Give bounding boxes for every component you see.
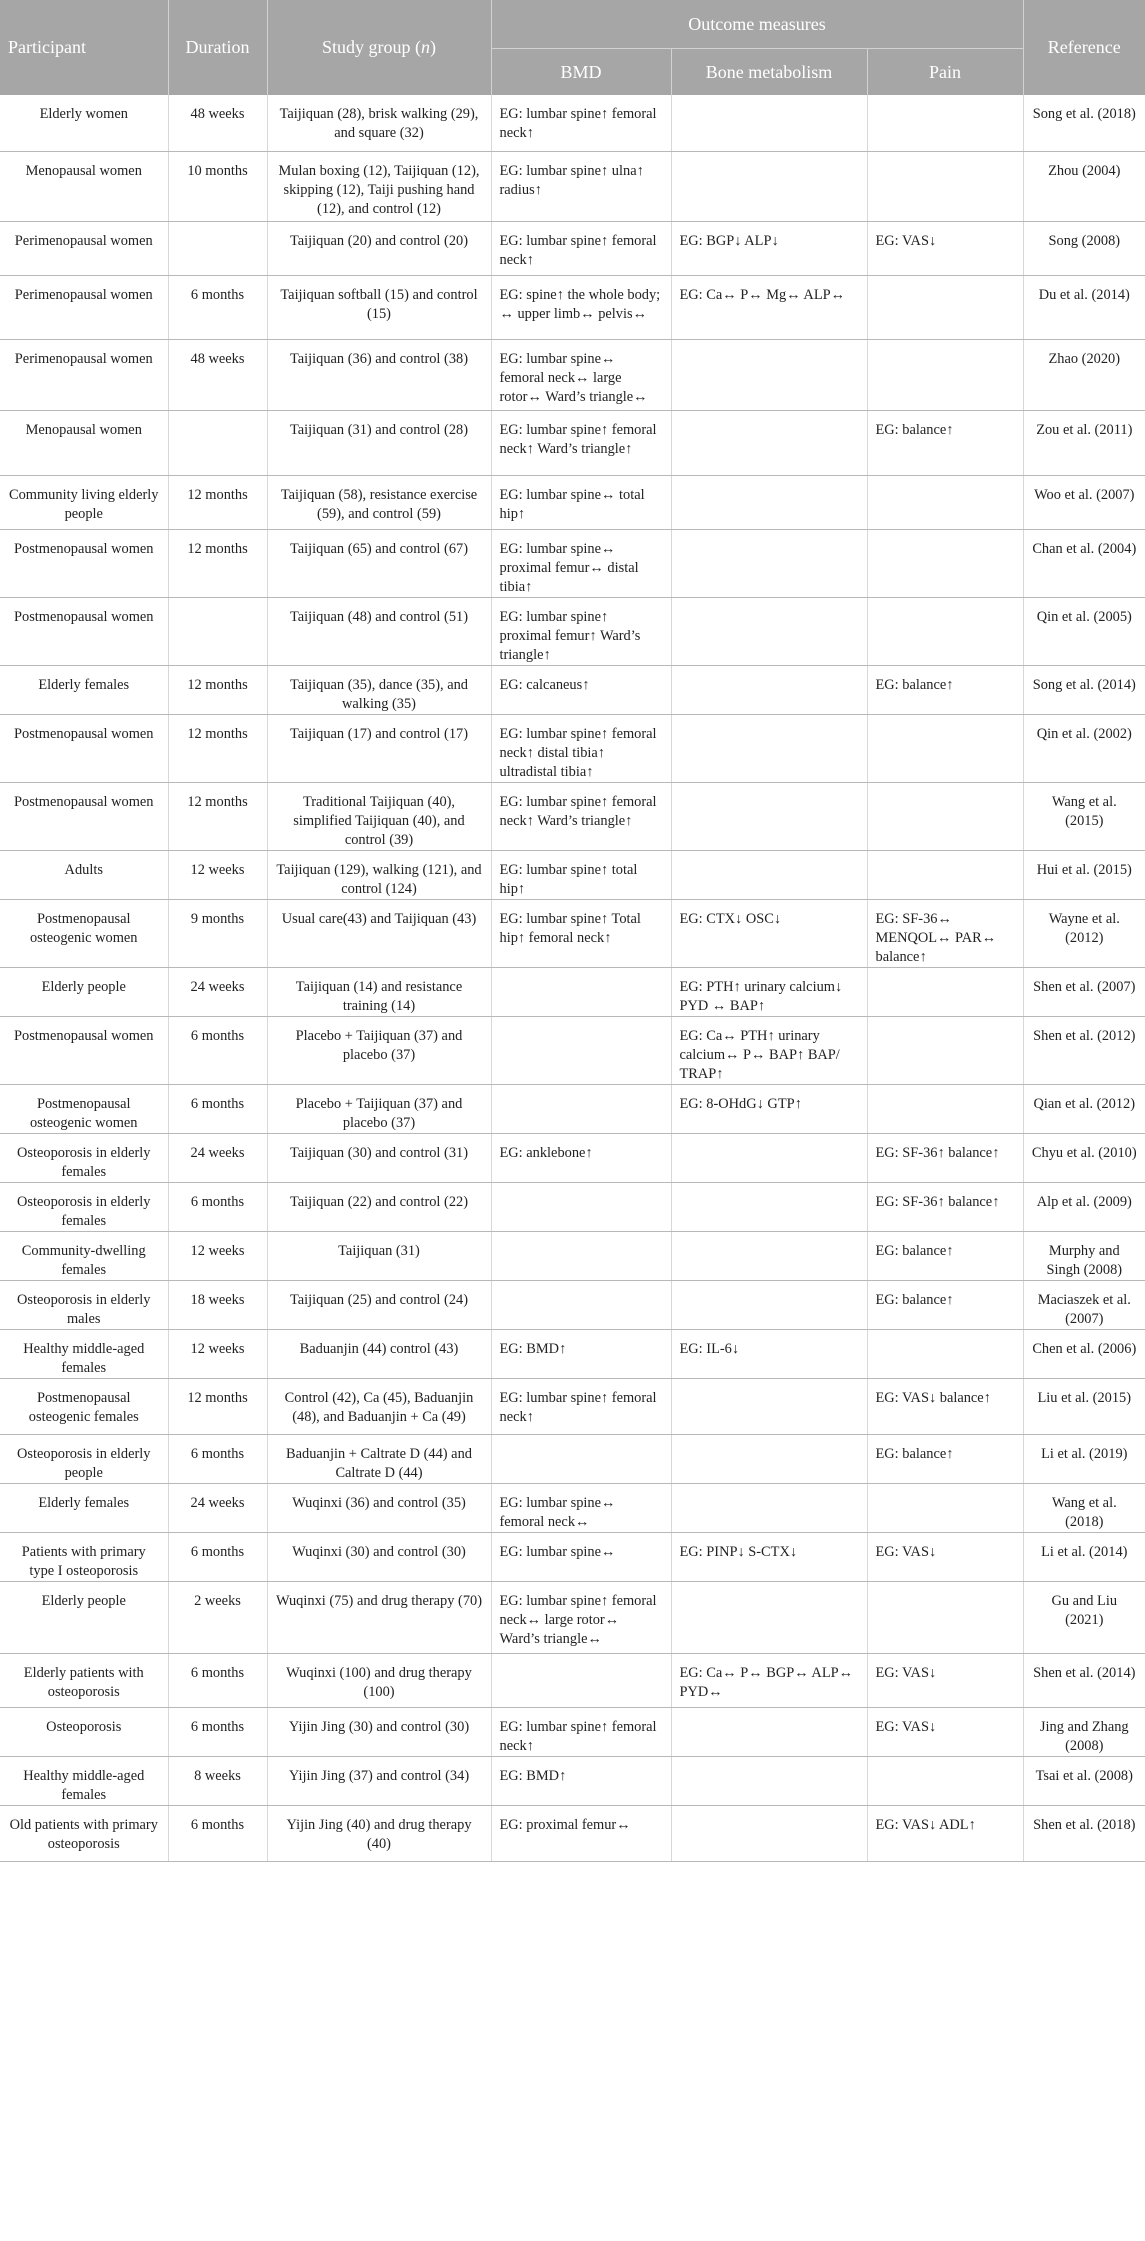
- cell-study-group: Taijiquan (31) and control (28): [267, 410, 491, 475]
- table-row: [0, 1016, 1145, 1084]
- header-bmd: BMD: [491, 49, 671, 96]
- cell-duration: 6 months: [168, 1707, 267, 1756]
- cell-study-group: Taijiquan (28), brisk walking (29), and square (32): [267, 95, 491, 151]
- cell-study-group: Taijiquan (58), resistance exercise (59), and control (59): [267, 475, 491, 529]
- cell-duration: 6 months: [168, 1805, 267, 1861]
- cell-bmd: EG: lumbar spine↑ femoral neck↑ Ward’s triangle↑: [491, 782, 671, 850]
- cell-bmd: EG: proximal femur↔: [491, 1805, 671, 1861]
- cell-bmd: EG: spine↑ the whole body; ↔ upper limb↔ pelvis↔: [491, 275, 671, 339]
- cell-duration: 12 weeks: [168, 1231, 267, 1280]
- cell-pain: EG: SF-36↔ MENQOL↔ PAR↔ balance↑: [867, 899, 1023, 967]
- cell-bmd: EG: anklebone↑: [491, 1133, 671, 1182]
- cell-participant: Elderly patients with osteoporosis: [0, 1653, 168, 1707]
- cell-bone-metabolism: [671, 410, 867, 475]
- cell-reference: Wang et al. (2018): [1023, 1483, 1145, 1532]
- cell-reference: Shen et al. (2018): [1023, 1805, 1145, 1861]
- cell-bmd: [491, 967, 671, 1016]
- cell-bone-metabolism: [671, 665, 867, 714]
- cell-participant: Postmenopausal osteogenic women: [0, 1084, 168, 1133]
- cell-reference: Qin et al. (2005): [1023, 597, 1145, 665]
- cell-bmd: EG: lumbar spine↔: [491, 1532, 671, 1581]
- table-row: [0, 1653, 1145, 1707]
- cell-study-group: Taijiquan (25) and control (24): [267, 1280, 491, 1329]
- cell-pain: [867, 475, 1023, 529]
- cell-participant: Healthy middle-aged females: [0, 1329, 168, 1378]
- cell-bmd: EG: lumbar spine↔ femoral neck↔: [491, 1483, 671, 1532]
- cell-study-group: Control (42), Ca (45), Baduanjin (48), and Baduanjin + Ca (49): [267, 1378, 491, 1434]
- cell-pain: EG: SF-36↑ balance↑: [867, 1133, 1023, 1182]
- cell-study-group: Taijiquan (31): [267, 1231, 491, 1280]
- cell-pain: EG: VAS↓ ADL↑: [867, 1805, 1023, 1861]
- cell-reference: Gu and Liu (2021): [1023, 1581, 1145, 1653]
- cell-duration: 24 weeks: [168, 1133, 267, 1182]
- cell-bone-metabolism: [671, 475, 867, 529]
- cell-reference: Song et al. (2018): [1023, 95, 1145, 151]
- cell-participant: Patients with primary type I osteoporosis: [0, 1532, 168, 1581]
- table-row: [0, 1707, 1145, 1756]
- cell-study-group: Taijiquan (35), dance (35), and walking (35): [267, 665, 491, 714]
- cell-reference: Li et al. (2019): [1023, 1434, 1145, 1483]
- cell-duration: [168, 410, 267, 475]
- cell-bone-metabolism: [671, 850, 867, 899]
- cell-bmd: EG: lumbar spine↑ femoral neck↑ Ward’s triangle↑: [491, 410, 671, 475]
- cell-participant: Perimenopausal women: [0, 221, 168, 275]
- cell-bone-metabolism: [671, 1756, 867, 1805]
- cell-pain: EG: balance↑: [867, 1434, 1023, 1483]
- cell-participant: Osteoporosis in elderly females: [0, 1182, 168, 1231]
- cell-reference: Chan et al. (2004): [1023, 529, 1145, 597]
- header-study-group-text: Study group (: [322, 37, 421, 57]
- cell-reference: Chyu et al. (2010): [1023, 1133, 1145, 1182]
- cell-pain: EG: VAS↓: [867, 1707, 1023, 1756]
- cell-reference: Du et al. (2014): [1023, 275, 1145, 339]
- table-row: [0, 1280, 1145, 1329]
- header-outcome-measures: Outcome measures: [491, 0, 1023, 49]
- cell-participant: Menopausal women: [0, 410, 168, 475]
- cell-study-group: Baduanjin + Caltrate D (44) and Caltrate D (44): [267, 1434, 491, 1483]
- header-study-group-close: ): [430, 37, 436, 57]
- header-pain: Pain: [867, 49, 1023, 96]
- header-bone-metabolism: Bone metabolism: [671, 49, 867, 96]
- cell-participant: Postmenopausal osteogenic females: [0, 1378, 168, 1434]
- cell-study-group: Taijiquan (22) and control (22): [267, 1182, 491, 1231]
- cell-reference: Jing and Zhang (2008): [1023, 1707, 1145, 1756]
- table-row: [0, 410, 1145, 475]
- cell-duration: 9 months: [168, 899, 267, 967]
- cell-pain: [867, 1483, 1023, 1532]
- table-row: [0, 95, 1145, 151]
- cell-study-group: Yijin Jing (37) and control (34): [267, 1756, 491, 1805]
- table-row: [0, 151, 1145, 221]
- table-row: [0, 1434, 1145, 1483]
- cell-pain: [867, 714, 1023, 782]
- cell-participant: Perimenopausal women: [0, 275, 168, 339]
- cell-reference: Woo et al. (2007): [1023, 475, 1145, 529]
- cell-bmd: EG: lumbar spine↑ femoral neck↑: [491, 95, 671, 151]
- cell-bone-metabolism: EG: PTH↑ urinary calcium↓ PYD ↔ BAP↑: [671, 967, 867, 1016]
- header-study-group-n: n: [421, 37, 430, 57]
- cell-study-group: Yijin Jing (30) and control (30): [267, 1707, 491, 1756]
- cell-bone-metabolism: [671, 1805, 867, 1861]
- table-row: [0, 1182, 1145, 1231]
- cell-pain: [867, 529, 1023, 597]
- cell-bmd: EG: calcaneus↑: [491, 665, 671, 714]
- cell-duration: 10 months: [168, 151, 267, 221]
- cell-study-group: Placebo + Taijiquan (37) and placebo (37): [267, 1016, 491, 1084]
- cell-participant: Osteoporosis in elderly females: [0, 1133, 168, 1182]
- cell-participant: Postmenopausal women: [0, 1016, 168, 1084]
- cell-pain: EG: VAS↓: [867, 221, 1023, 275]
- header-study-group: [267, 0, 491, 95]
- cell-pain: EG: balance↑: [867, 410, 1023, 475]
- cell-duration: 2 weeks: [168, 1581, 267, 1653]
- cell-reference: Shen et al. (2007): [1023, 967, 1145, 1016]
- cell-study-group: Placebo + Taijiquan (37) and placebo (37): [267, 1084, 491, 1133]
- cell-duration: 6 months: [168, 1084, 267, 1133]
- cell-bone-metabolism: EG: Ca↔ P↔ BGP↔ ALP↔ PYD↔: [671, 1653, 867, 1707]
- cell-participant: Postmenopausal women: [0, 782, 168, 850]
- table-row: [0, 850, 1145, 899]
- cell-participant: Perimenopausal women: [0, 339, 168, 410]
- cell-bone-metabolism: EG: IL-6↓: [671, 1329, 867, 1378]
- cell-study-group: Usual care(43) and Taijiquan (43): [267, 899, 491, 967]
- cell-bone-metabolism: EG: CTX↓ OSC↓: [671, 899, 867, 967]
- cell-study-group: Traditional Taijiquan (40), simplified Taijiquan (40), and control (39): [267, 782, 491, 850]
- table-row: [0, 782, 1145, 850]
- cell-study-group: Taijiquan (17) and control (17): [267, 714, 491, 782]
- cell-bone-metabolism: [671, 1707, 867, 1756]
- cell-bmd: [491, 1231, 671, 1280]
- cell-reference: Song et al. (2014): [1023, 665, 1145, 714]
- cell-participant: Postmenopausal women: [0, 529, 168, 597]
- cell-study-group: Baduanjin (44) control (43): [267, 1329, 491, 1378]
- table-row: [0, 1231, 1145, 1280]
- table-row: [0, 275, 1145, 339]
- cell-study-group: Wuqinxi (36) and control (35): [267, 1483, 491, 1532]
- cell-bone-metabolism: [671, 1182, 867, 1231]
- table-row: [0, 1483, 1145, 1532]
- cell-reference: Shen et al. (2012): [1023, 1016, 1145, 1084]
- cell-pain: [867, 782, 1023, 850]
- cell-duration: 12 weeks: [168, 850, 267, 899]
- cell-bone-metabolism: [671, 782, 867, 850]
- cell-bone-metabolism: EG: Ca↔ P↔ Mg↔ ALP↔: [671, 275, 867, 339]
- cell-bone-metabolism: EG: PINP↓ S-CTX↓: [671, 1532, 867, 1581]
- cell-reference: Wayne et al. (2012): [1023, 899, 1145, 967]
- cell-pain: EG: SF-36↑ balance↑: [867, 1182, 1023, 1231]
- table-row: [0, 1532, 1145, 1581]
- cell-participant: Menopausal women: [0, 151, 168, 221]
- table-row: [0, 529, 1145, 597]
- cell-reference: Hui et al. (2015): [1023, 850, 1145, 899]
- cell-bone-metabolism: EG: 8-OHdG↓ GTP↑: [671, 1084, 867, 1133]
- header-reference: Reference: [1023, 0, 1145, 95]
- cell-study-group: Taijiquan (129), walking (121), and control (124): [267, 850, 491, 899]
- cell-pain: [867, 95, 1023, 151]
- cell-study-group: Yijin Jing (40) and drug therapy (40): [267, 1805, 491, 1861]
- cell-pain: EG: VAS↓: [867, 1653, 1023, 1707]
- cell-study-group: Taijiquan (14) and resistance training (14): [267, 967, 491, 1016]
- table-header: [0, 0, 1145, 95]
- cell-reference: Song (2008): [1023, 221, 1145, 275]
- table-row: [0, 1756, 1145, 1805]
- cell-bone-metabolism: [671, 714, 867, 782]
- table-row: [0, 899, 1145, 967]
- cell-pain: EG: balance↑: [867, 665, 1023, 714]
- cell-study-group: Taijiquan (48) and control (51): [267, 597, 491, 665]
- cell-participant: Elderly women: [0, 95, 168, 151]
- cell-bmd: EG: lumbar spine↑ femoral neck↔ large rotor↔ Ward’s triangle↔: [491, 1581, 671, 1653]
- cell-reference: Li et al. (2014): [1023, 1532, 1145, 1581]
- cell-study-group: Taijiquan (36) and control (38): [267, 339, 491, 410]
- cell-duration: 6 months: [168, 1182, 267, 1231]
- cell-reference: Shen et al. (2014): [1023, 1653, 1145, 1707]
- cell-bone-metabolism: [671, 1133, 867, 1182]
- table-row: [0, 1133, 1145, 1182]
- cell-participant: Old patients with primary osteoporosis: [0, 1805, 168, 1861]
- cell-reference: Wang et al. (2015): [1023, 782, 1145, 850]
- table-row: [0, 665, 1145, 714]
- cell-reference: Chen et al. (2006): [1023, 1329, 1145, 1378]
- cell-participant: Postmenopausal women: [0, 597, 168, 665]
- table-row: [0, 1329, 1145, 1378]
- cell-participant: Elderly females: [0, 1483, 168, 1532]
- cell-bmd: EG: BMD↑: [491, 1329, 671, 1378]
- cell-pain: [867, 967, 1023, 1016]
- cell-bone-metabolism: [671, 151, 867, 221]
- cell-pain: [867, 339, 1023, 410]
- cell-pain: [867, 850, 1023, 899]
- cell-duration: 6 months: [168, 1434, 267, 1483]
- cell-bmd: [491, 1434, 671, 1483]
- cell-duration: 8 weeks: [168, 1756, 267, 1805]
- cell-duration: [168, 597, 267, 665]
- cell-duration: [168, 221, 267, 275]
- cell-participant: Elderly people: [0, 1581, 168, 1653]
- cell-bmd: EG: lumbar spine↔ total hip↑: [491, 475, 671, 529]
- cell-reference: Alp et al. (2009): [1023, 1182, 1145, 1231]
- cell-participant: Osteoporosis in elderly males: [0, 1280, 168, 1329]
- cell-study-group: Taijiquan (20) and control (20): [267, 221, 491, 275]
- cell-pain: [867, 1016, 1023, 1084]
- cell-bmd: [491, 1182, 671, 1231]
- table-row: [0, 1805, 1145, 1861]
- table-row: [0, 967, 1145, 1016]
- cell-bmd: EG: lumbar spine↔ proximal femur↔ distal tibia↑: [491, 529, 671, 597]
- cell-pain: EG: balance↑: [867, 1231, 1023, 1280]
- cell-duration: 12 months: [168, 475, 267, 529]
- cell-reference: Murphy and Singh (2008): [1023, 1231, 1145, 1280]
- cell-bmd: EG: lumbar spine↑ proximal femur↑ Ward’s triangle↑: [491, 597, 671, 665]
- cell-bone-metabolism: EG: BGP↓ ALP↓: [671, 221, 867, 275]
- cell-participant: Osteoporosis: [0, 1707, 168, 1756]
- cell-bmd: EG: lumbar spine↔ femoral neck↔ large rotor↔ Ward’s triangle↔: [491, 339, 671, 410]
- cell-pain: [867, 597, 1023, 665]
- cell-participant: Postmenopausal women: [0, 714, 168, 782]
- cell-pain: [867, 1084, 1023, 1133]
- table-row: [0, 339, 1145, 410]
- cell-bone-metabolism: [671, 1483, 867, 1532]
- cell-bone-metabolism: [671, 339, 867, 410]
- cell-pain: [867, 1329, 1023, 1378]
- cell-reference: Zhao (2020): [1023, 339, 1145, 410]
- table-row: [0, 597, 1145, 665]
- cell-bone-metabolism: [671, 95, 867, 151]
- cell-bmd: EG: lumbar spine↑ femoral neck↑ distal tibia↑ ultradistal tibia↑: [491, 714, 671, 782]
- header-duration: Duration: [168, 0, 267, 95]
- cell-reference: Liu et al. (2015): [1023, 1378, 1145, 1434]
- cell-bmd: [491, 1653, 671, 1707]
- cell-reference: Zhou (2004): [1023, 151, 1145, 221]
- cell-duration: 24 weeks: [168, 967, 267, 1016]
- cell-duration: 48 weeks: [168, 95, 267, 151]
- cell-bone-metabolism: [671, 529, 867, 597]
- cell-reference: Qian et al. (2012): [1023, 1084, 1145, 1133]
- cell-pain: [867, 275, 1023, 339]
- cell-pain: [867, 1581, 1023, 1653]
- cell-bmd: EG: lumbar spine↑ femoral neck↑: [491, 1378, 671, 1434]
- table-row: [0, 1581, 1145, 1653]
- cell-pain: EG: VAS↓: [867, 1532, 1023, 1581]
- cell-participant: Community-dwelling females: [0, 1231, 168, 1280]
- cell-bone-metabolism: [671, 1434, 867, 1483]
- cell-duration: 6 months: [168, 1016, 267, 1084]
- cell-study-group: Mulan boxing (12), Taijiquan (12), skipping (12), Taiji pushing hand (12), and control (12): [267, 151, 491, 221]
- cell-bmd: EG: BMD↑: [491, 1756, 671, 1805]
- cell-participant: Osteoporosis in elderly people: [0, 1434, 168, 1483]
- cell-duration: 12 months: [168, 665, 267, 714]
- header-participant: Participant: [0, 0, 168, 95]
- cell-duration: 12 months: [168, 529, 267, 597]
- cell-duration: 24 weeks: [168, 1483, 267, 1532]
- cell-reference: Tsai et al. (2008): [1023, 1756, 1145, 1805]
- table-row: [0, 1378, 1145, 1434]
- cell-reference: Zou et al. (2011): [1023, 410, 1145, 475]
- cell-bmd: EG: lumbar spine↑ total hip↑: [491, 850, 671, 899]
- cell-bmd: EG: lumbar spine↑ ulna↑ radius↑: [491, 151, 671, 221]
- cell-pain: [867, 1756, 1023, 1805]
- cell-duration: 6 months: [168, 1653, 267, 1707]
- cell-bmd: [491, 1016, 671, 1084]
- cell-duration: 12 months: [168, 1378, 267, 1434]
- cell-duration: 12 months: [168, 714, 267, 782]
- cell-duration: 6 months: [168, 275, 267, 339]
- cell-bone-metabolism: [671, 1581, 867, 1653]
- cell-bone-metabolism: [671, 1231, 867, 1280]
- cell-bone-metabolism: [671, 1378, 867, 1434]
- table-body: [0, 95, 1145, 1861]
- cell-bmd: [491, 1084, 671, 1133]
- table-row: [0, 714, 1145, 782]
- cell-participant: Elderly females: [0, 665, 168, 714]
- cell-study-group: Taijiquan (30) and control (31): [267, 1133, 491, 1182]
- cell-duration: 48 weeks: [168, 339, 267, 410]
- cell-participant: Adults: [0, 850, 168, 899]
- cell-participant: Community living elderly people: [0, 475, 168, 529]
- cell-bmd: EG: lumbar spine↑ femoral neck↑: [491, 1707, 671, 1756]
- cell-bone-metabolism: [671, 597, 867, 665]
- cell-participant: Healthy middle-aged females: [0, 1756, 168, 1805]
- cell-bmd: EG: lumbar spine↑ Total hip↑ femoral neck↑: [491, 899, 671, 967]
- cell-bmd: EG: lumbar spine↑ femoral neck↑: [491, 221, 671, 275]
- cell-bone-metabolism: EG: Ca↔ PTH↑ urinary calcium↔ P↔ BAP↑ BAP/ TRAP↑: [671, 1016, 867, 1084]
- cell-pain: EG: balance↑: [867, 1280, 1023, 1329]
- cell-duration: 6 months: [168, 1532, 267, 1581]
- cell-pain: [867, 151, 1023, 221]
- cell-duration: 18 weeks: [168, 1280, 267, 1329]
- cell-reference: Qin et al. (2002): [1023, 714, 1145, 782]
- cell-study-group: Wuqinxi (100) and drug therapy (100): [267, 1653, 491, 1707]
- table-row: [0, 475, 1145, 529]
- cell-bmd: [491, 1280, 671, 1329]
- cell-duration: 12 weeks: [168, 1329, 267, 1378]
- cell-study-group: Taijiquan (65) and control (67): [267, 529, 491, 597]
- table-row: [0, 221, 1145, 275]
- cell-reference: Maciaszek et al. (2007): [1023, 1280, 1145, 1329]
- cell-study-group: Wuqinxi (30) and control (30): [267, 1532, 491, 1581]
- cell-study-group: Taijiquan softball (15) and control (15): [267, 275, 491, 339]
- cell-bone-metabolism: [671, 1280, 867, 1329]
- cell-participant: Postmenopausal osteogenic women: [0, 899, 168, 967]
- cell-duration: 12 months: [168, 782, 267, 850]
- cell-participant: Elderly people: [0, 967, 168, 1016]
- table-row: [0, 1084, 1145, 1133]
- cell-study-group: Wuqinxi (75) and drug therapy (70): [267, 1581, 491, 1653]
- cell-pain: EG: VAS↓ balance↑: [867, 1378, 1023, 1434]
